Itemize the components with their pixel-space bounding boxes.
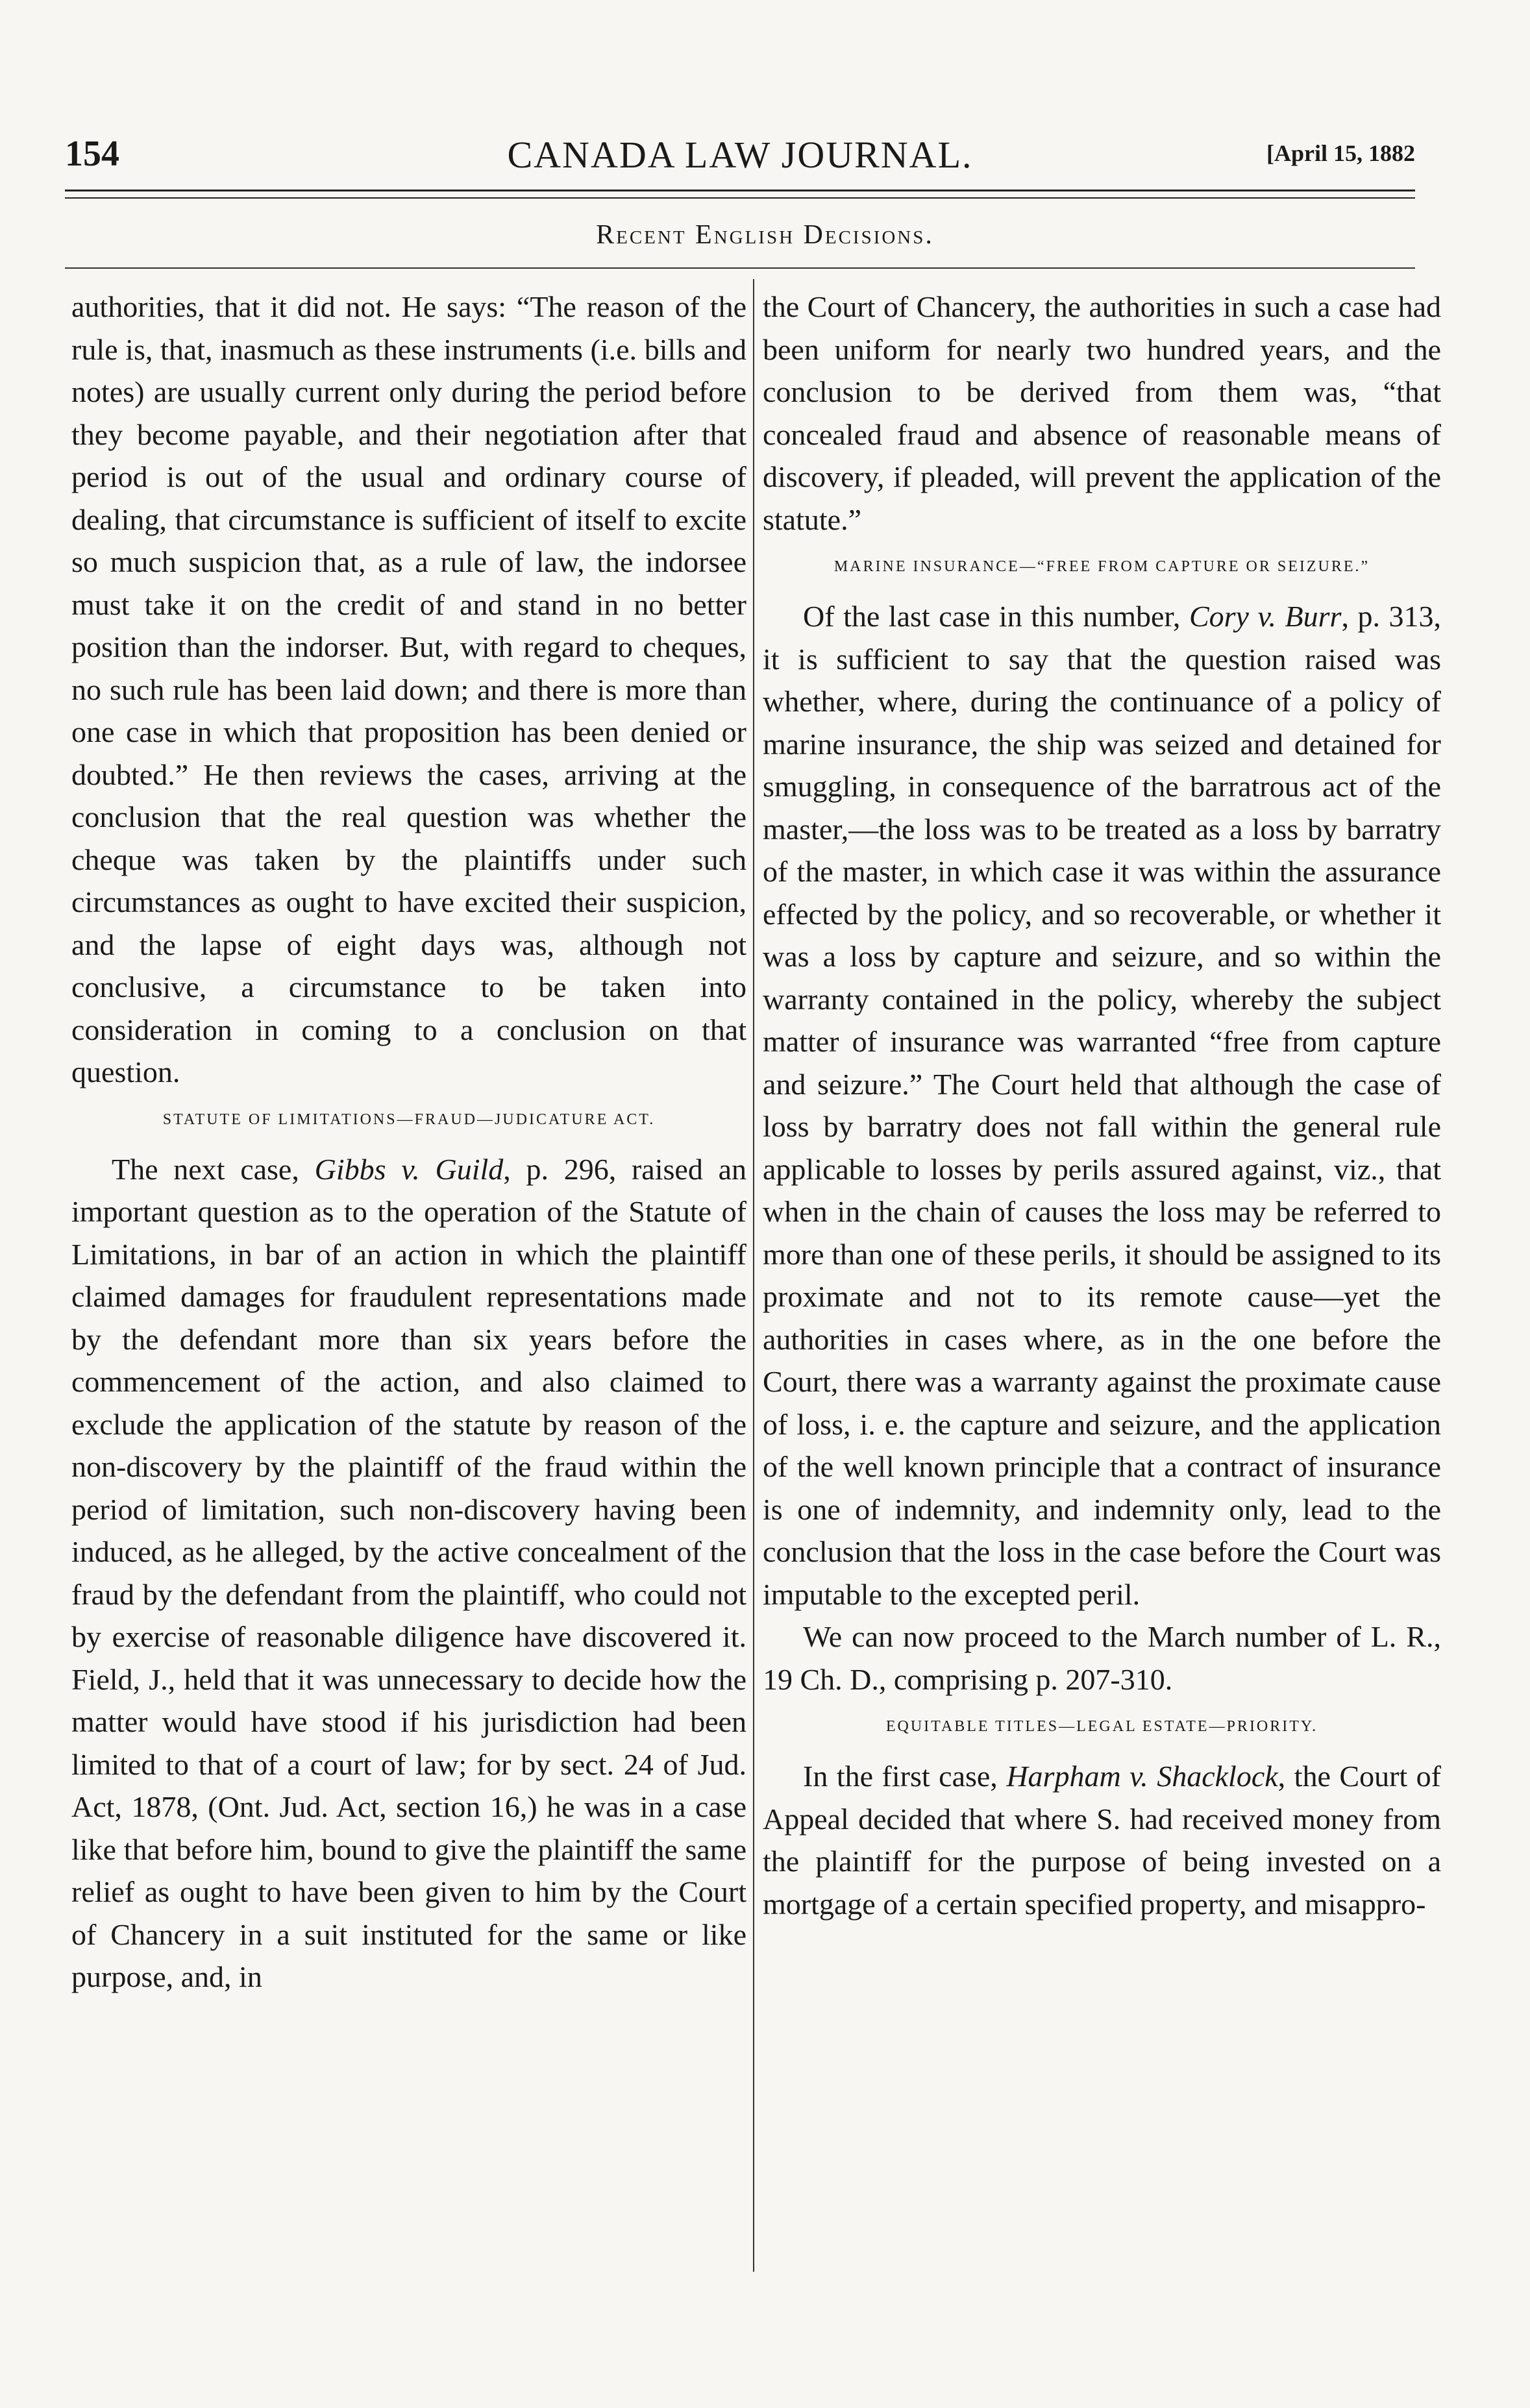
section-rule bbox=[65, 267, 1415, 269]
header-double-rule bbox=[65, 190, 1415, 199]
page-number: 154 bbox=[65, 134, 119, 174]
paragraph-text: In the first case, bbox=[803, 1760, 1007, 1793]
paragraph-text: , the Court of Appeal decided that where S. had received money from the plaintiff for the purpose of being invested on a mortgage of a certain specified property, and misappro- bbox=[763, 1760, 1441, 1921]
journal-title: CANADA LAW JOURNAL. bbox=[507, 134, 973, 176]
paragraph bbox=[763, 595, 1441, 1616]
case-name: Gibbs v. Guild bbox=[314, 1152, 504, 1186]
right-column bbox=[763, 286, 1441, 1925]
paragraph-text: The next case, bbox=[112, 1152, 315, 1186]
paragraph bbox=[763, 1755, 1441, 1925]
left-column bbox=[71, 286, 746, 1998]
paragraph: the Court of Chancery, the authorities in such a case had been uniform for nearly two hundred years, and the conclusion to be derived from them was, “that concealed fraud and absence of reasonable means of discovery, if pleaded, will prevent the application of the statute.” bbox=[763, 290, 1441, 536]
paragraph-text: , p. 296, raised an important question as to the operation of the Statute of Limitations, in bar of an action in which the plaintiff claimed damages for fraudulent representations made by the defendant more than six years before the commencement of the action, and also claimed to exclude the application of the statute by reason of the non-discovery by the plaintiff of the fraud within the period of limitation, such non-discovery having been induced, as he alleged, by the active concealment of the fraud by the defendant from the plaintiff, who could not by exercise of reasonable diligence have discovered it. Field, J., held that it was unnecessary to decide how the matter would have stood if his jurisdiction had been limited to that of a court of law; for by sect. 24 of Jud. Act, 1878, (Ont. Jud. Act, section 16,) he was in a case like that before him, bound to give the plaintiff the same relief as ought to have been given to him by the Court of Chancery in a suit instituted for the same or like purpose, and, in bbox=[71, 1152, 746, 1993]
paragraph: authorities, that it did not. He says: “The reason of the rule is, that, inasmuch as these instruments (i.e. bills and notes) are usually current only during the period before they become payable, and their negotiation after that period is out of the usual and ordinary course of dealing, that circumstance is sufficient of itself to excite so much suspicion that, as a rule of law, the indorsee must take it on the credit of and stand in no better position than the indorser. But, with regard to cheques, no such rule has been laid down; and there is more than one case in which that proposition has been denied or doubted.” He then reviews the cases, arriving at the conclusion that the real question was whether the cheque was taken by the plaintiffs under such circumstances as ought to have excited their suspicion, and the lapse of eight days was, although not conclusive, a circumstance to be taken into consideration in coming to a conclusion on that question. bbox=[71, 290, 746, 1088]
case-name: Harpham v. Shacklock bbox=[1006, 1760, 1278, 1793]
paragraph: We can now proceed to the March number of L. R., 19 Ch. D., comprising p. 207-310. bbox=[763, 1620, 1441, 1696]
column-divider bbox=[753, 279, 754, 2272]
paragraph-text: Of the last case in this number, bbox=[803, 600, 1189, 633]
issue-date: [April 15, 1882 bbox=[1266, 140, 1415, 166]
subheading: MARINE INSURANCE—“FREE FROM CAPTURE OR SEIZURE.” bbox=[833, 558, 1370, 575]
subheading: EQUITABLE TITLES—LEGAL ESTATE—PRIORITY. bbox=[885, 1718, 1318, 1735]
case-name: Cory v. Burr bbox=[1189, 600, 1342, 633]
running-header bbox=[65, 133, 1415, 185]
paragraph-text: , p. 313, it is sufficient to say that the question raised was whether, where, during the continuance of a policy of marine insurance, the ship was seized and detained for smuggling, in consequence of the barratrous act of the master,—the loss was to be treated as a loss by barratry of the master, in which case it was within the assurance effected by the policy, and so recoverable, or whether it was a loss by capture and seizure, and so within the warranty contained in the policy, whereby the subject matter of insurance was warranted “free from capture and seizure.” The Court held that although the case of loss by barratry does not fall within the general rule applicable to losses by perils assured against, viz., that when in the chain of causes the loss may be referred to more than one of these perils, it should be assigned to its proximate and not to its remote cause—yet the authorities in cases where, as in the one before the Court, there was a warranty against the proximate cause of loss, i. e. the capture and seizure, and the application of the well known principle that a contract of insurance is one of indemnity, and indemnity only, lead to the conclusion that the loss in the case before the Court was imputable to the excepted peril. bbox=[763, 600, 1442, 1611]
subheading: STATUTE OF LIMITATIONS—FRAUD—JUDICATURE ACT. bbox=[162, 1111, 656, 1128]
paragraph bbox=[71, 1148, 746, 1998]
section-title: Recent English Decisions. bbox=[596, 220, 934, 250]
